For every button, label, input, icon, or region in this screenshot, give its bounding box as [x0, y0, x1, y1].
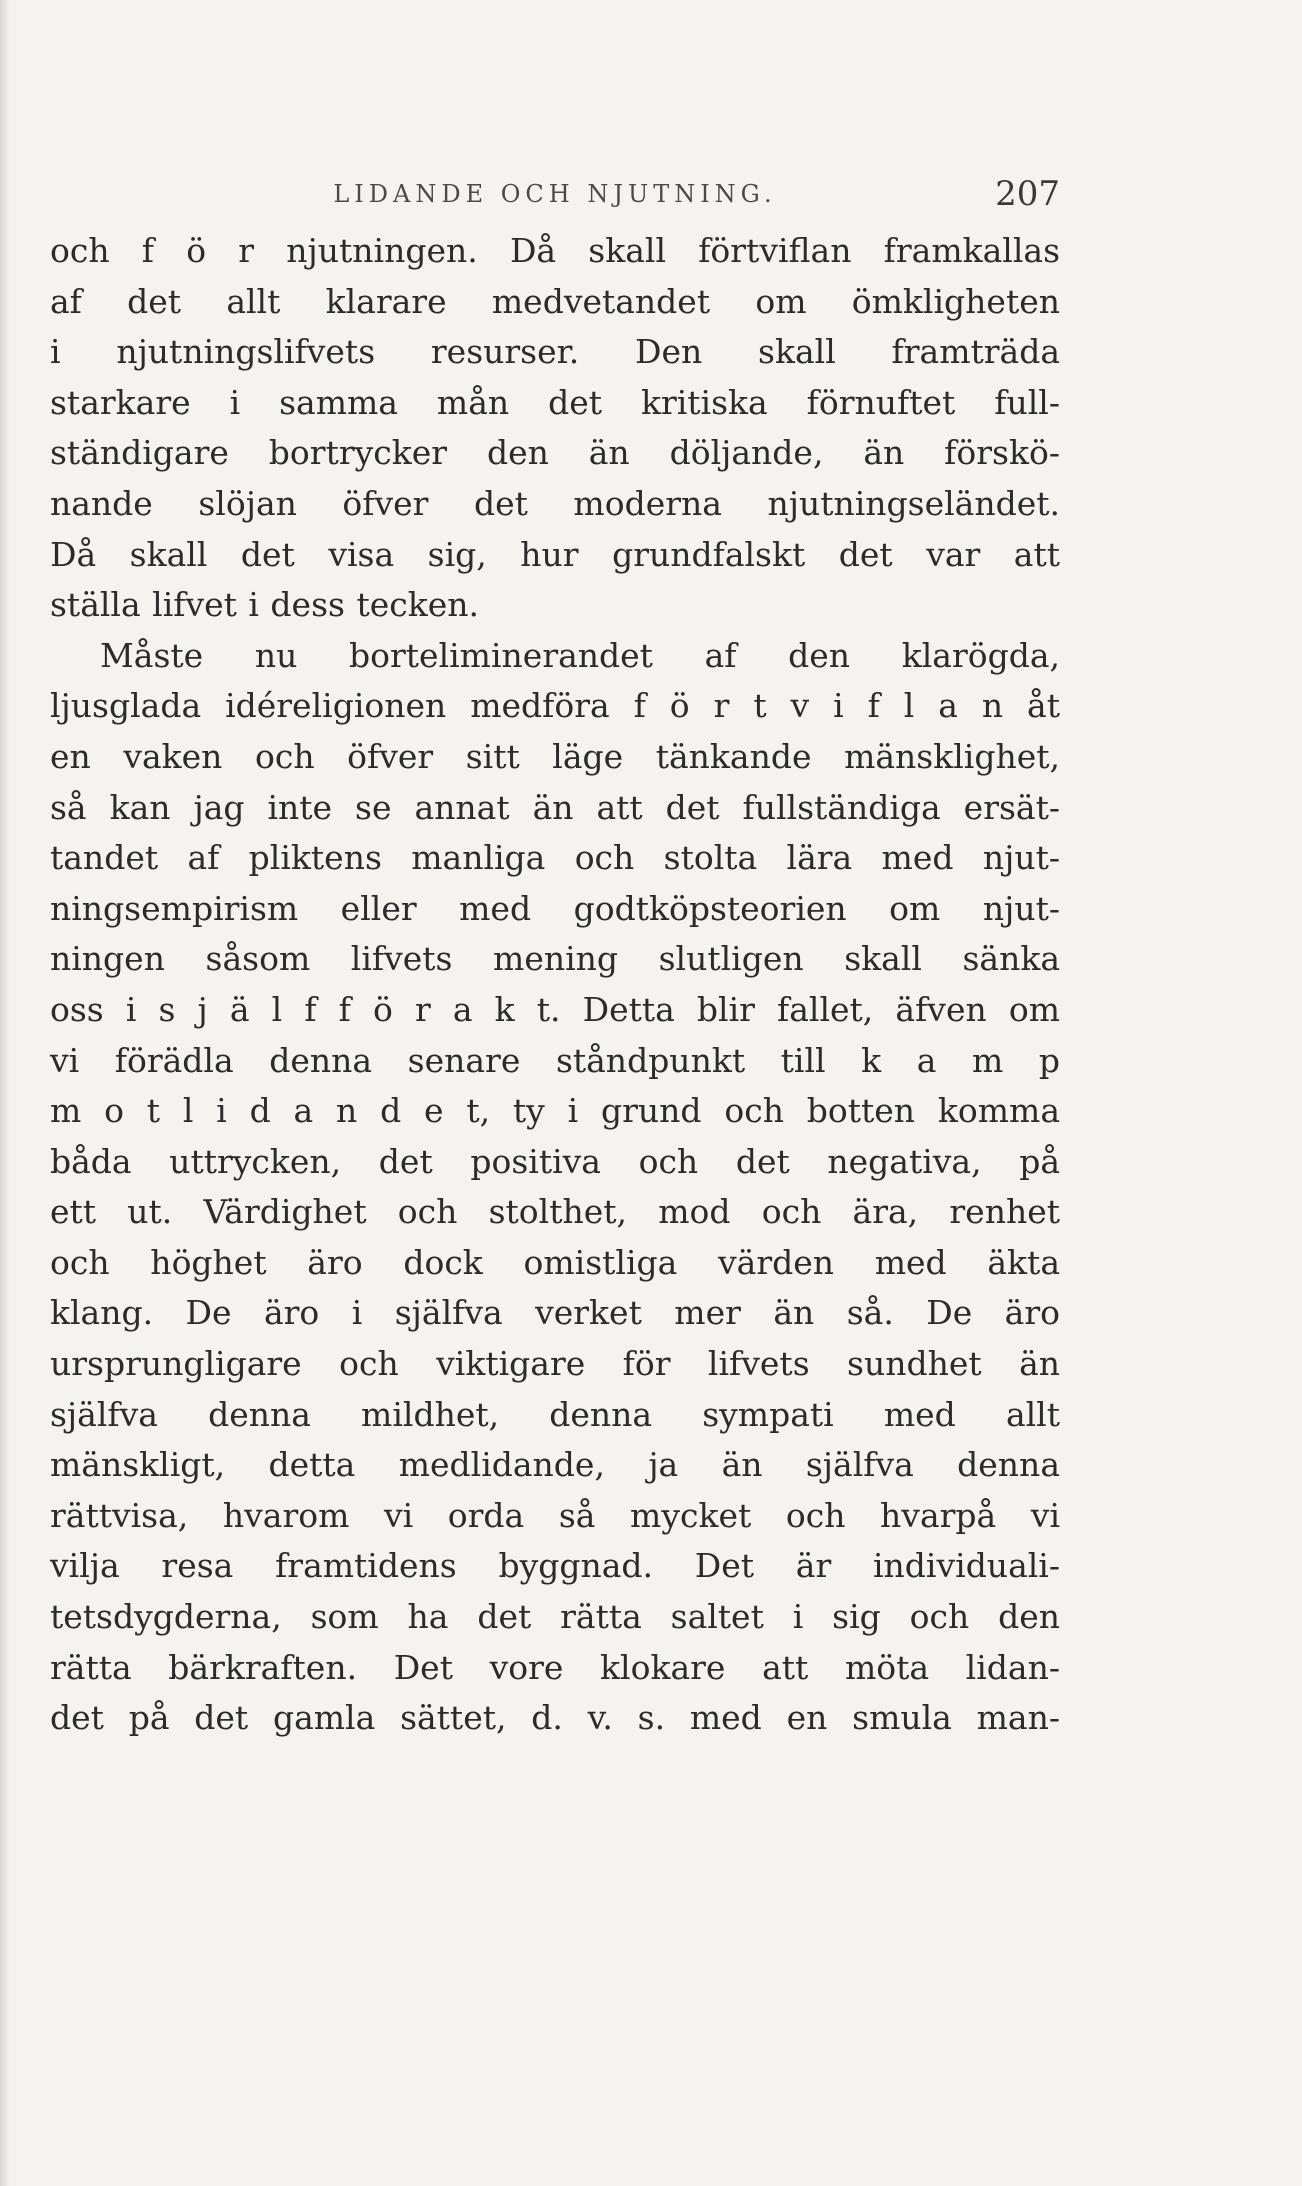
- text-line: af det allt klarare medvetandet om ömkligheten: [50, 281, 1060, 321]
- text-line: så kan jag inte se annat än att det fullständiga ersät-: [50, 787, 1060, 827]
- page-number: 207: [995, 174, 1060, 214]
- text-line: Måste nu borteliminerandet af den klarögda,: [100, 635, 1060, 675]
- text-line: mänskligt, detta medlidande, ja än själfva denna: [50, 1445, 1060, 1485]
- running-head: [50, 174, 1060, 220]
- text-line: ningsempirism eller med godtköpsteorien om njut-: [50, 888, 1060, 928]
- text-line: ursprungligare och viktigare för lifvets sundhet än: [50, 1344, 1060, 1384]
- text-line: oss i s j ä l f f ö r a k t. Detta blir fallet, äfven om: [50, 989, 1060, 1029]
- text-line: själfva denna mildhet, denna sympati med allt: [50, 1394, 1060, 1434]
- text-line: Då skall det visa sig, hur grundfalskt det var att: [50, 534, 1060, 574]
- text-line: vi förädla denna senare ståndpunkt till k a m p: [50, 1040, 1060, 1080]
- running-head-title: LIDANDE OCH NJUTNING.: [333, 180, 777, 208]
- text-line: båda uttrycken, det positiva och det negativa, på: [50, 1141, 1060, 1181]
- text-line: starkare i samma mån det kritiska förnuftet full-: [50, 382, 1060, 422]
- text-line: ställa lifvet i dess tecken.: [50, 585, 479, 625]
- text-line: ljusglada idéreligionen medföra f ö r t v i f l a n åt: [50, 686, 1060, 726]
- text-line: ständigare bortrycker den än döljande, än förskö-: [50, 433, 1060, 473]
- text-line: nande slöjan öfver det moderna njutningseländet.: [50, 483, 1060, 523]
- text-line: i njutningslifvets resurser. Den skall framträda: [50, 332, 1060, 372]
- text-line: och höghet äro dock omistliga värden med äkta: [50, 1242, 1060, 1282]
- spine-shadow: [0, 0, 10, 2186]
- text-line: rätta bärkraften. Det vore klokare att möta lidan-: [50, 1647, 1060, 1687]
- text-line: ningen såsom lifvets mening slutligen skall sänka: [50, 939, 1060, 979]
- text-line: vilja resa framtidens byggnad. Det är individuali-: [50, 1546, 1060, 1586]
- text-line: tandet af pliktens manliga och stolta lära med njut-: [50, 838, 1060, 878]
- body-text: [50, 226, 1060, 1744]
- text-line: en vaken och öfver sitt läge tänkande mänsklighet,: [50, 736, 1060, 776]
- text-line: ett ut. Värdighet och stolthet, mod och ära, renhet: [50, 1192, 1060, 1232]
- text-line: m o t l i d a n d e t, ty i grund och botten komma: [50, 1091, 1060, 1131]
- text-line: rättvisa, hvarom vi orda så mycket och hvarpå vi: [50, 1495, 1060, 1535]
- text-line: klang. De äro i själfva verket mer än så. De äro: [50, 1293, 1060, 1333]
- text-line: det på det gamla sättet, d. v. s. med en smula man-: [50, 1698, 1060, 1738]
- text-line: och f ö r njutningen. Då skall förtviflan framkallas: [50, 231, 1060, 270]
- text-line: tetsdygderna, som ha det rätta saltet i sig och den: [50, 1597, 1060, 1637]
